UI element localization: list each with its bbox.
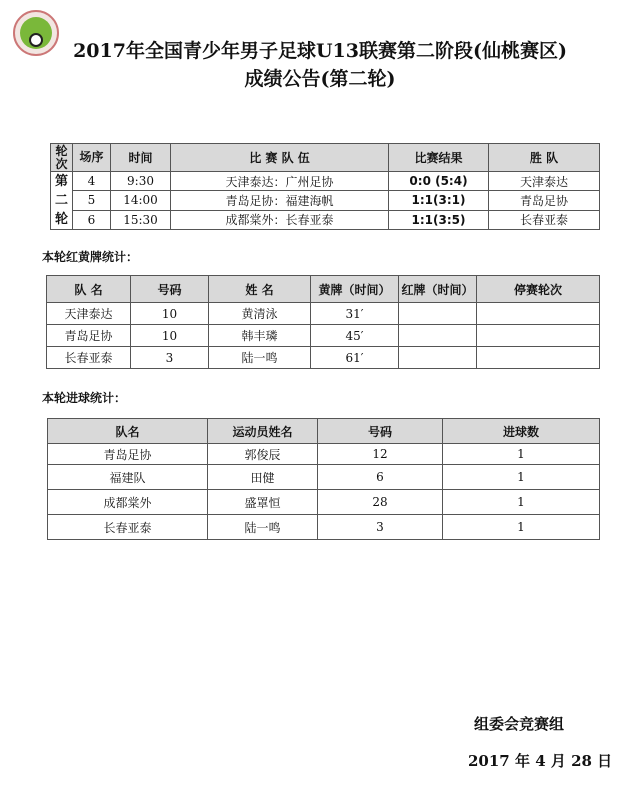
table-cell: 陆一鸣 bbox=[209, 347, 311, 369]
table-cell: 14:00 bbox=[111, 191, 171, 210]
table-cell: 1 bbox=[443, 465, 600, 490]
footer-date: 2017 年 4 月 28 日 bbox=[468, 752, 613, 770]
table-cell: 5 bbox=[73, 191, 111, 210]
table-cell bbox=[399, 347, 477, 369]
header-time: 时间 bbox=[111, 144, 171, 172]
table-cell bbox=[399, 303, 477, 325]
table-cell: 青岛足协 bbox=[489, 191, 600, 210]
table-cell: 1 bbox=[443, 444, 600, 465]
table-cell bbox=[477, 303, 600, 325]
table-row bbox=[48, 444, 600, 465]
table-cell: 12 bbox=[318, 444, 443, 465]
table-cell: 1 bbox=[443, 515, 600, 540]
cards-table bbox=[46, 275, 600, 369]
table-header-row bbox=[48, 419, 600, 444]
table-cell: 陆一鸣 bbox=[208, 515, 318, 540]
page-title: 2017年全国青少年男子足球U13联赛第二阶段(仙桃赛区) bbox=[73, 40, 567, 62]
table-cell: 长春亚泰 bbox=[48, 515, 208, 540]
table-cell: 郭俊辰 bbox=[208, 444, 318, 465]
table-row bbox=[51, 172, 600, 191]
round-cell: 第 二 轮 bbox=[51, 172, 73, 230]
table-cell: 31′ bbox=[311, 303, 399, 325]
header-goals: 进球数 bbox=[443, 419, 600, 444]
table-cell: 青岛足协 bbox=[48, 444, 208, 465]
table-row bbox=[48, 490, 600, 515]
table-cell: 青岛足协：福建海帆 bbox=[171, 191, 389, 210]
header-name: 姓 名 bbox=[209, 276, 311, 303]
table-cell: 1 bbox=[443, 490, 600, 515]
table-cell: 韩丰璘 bbox=[209, 325, 311, 347]
header-teams: 比 赛 队 伍 bbox=[171, 144, 389, 172]
table-cell bbox=[477, 347, 600, 369]
table-cell: 黄清泳 bbox=[209, 303, 311, 325]
header-order: 场序 bbox=[73, 144, 111, 172]
header-winner: 胜 队 bbox=[489, 144, 600, 172]
table-row bbox=[47, 347, 600, 369]
table-cell bbox=[477, 325, 600, 347]
table-cell: 3 bbox=[318, 515, 443, 540]
table-cell: 0:0 (5:4) bbox=[389, 172, 489, 191]
table-cell: 9:30 bbox=[111, 172, 171, 191]
table-cell bbox=[399, 325, 477, 347]
table-cell: 1:1(3:1) bbox=[389, 191, 489, 210]
table-cell: 1:1(3:5) bbox=[389, 210, 489, 229]
table-header-row bbox=[47, 276, 600, 303]
header-team: 队名 bbox=[48, 419, 208, 444]
table-row bbox=[51, 210, 600, 229]
table-cell: 长春亚泰 bbox=[489, 210, 600, 229]
table-cell: 10 bbox=[131, 303, 209, 325]
results-table bbox=[50, 143, 600, 230]
table-row bbox=[48, 465, 600, 490]
header-number: 号码 bbox=[131, 276, 209, 303]
table-cell: 10 bbox=[131, 325, 209, 347]
table-cell: 61′ bbox=[311, 347, 399, 369]
table-cell: 成都棠外：长春亚泰 bbox=[171, 210, 389, 229]
table-row bbox=[47, 325, 600, 347]
cards-section-label: 本轮红黄牌统计： bbox=[42, 250, 139, 264]
table-cell: 6 bbox=[73, 210, 111, 229]
table-cell: 田健 bbox=[208, 465, 318, 490]
table-header-row bbox=[51, 144, 600, 172]
header-round: 轮次 bbox=[51, 144, 73, 172]
table-cell: 青岛足协 bbox=[47, 325, 131, 347]
page-subtitle: 成绩公告(第二轮) bbox=[244, 68, 396, 90]
header-number: 号码 bbox=[318, 419, 443, 444]
table-row bbox=[47, 303, 600, 325]
goals-table bbox=[47, 418, 600, 540]
header-result: 比赛结果 bbox=[389, 144, 489, 172]
header-player: 运动员姓名 bbox=[208, 419, 318, 444]
table-cell: 天津泰达 bbox=[489, 172, 600, 191]
table-cell: 福建队 bbox=[48, 465, 208, 490]
header-yellow: 黄牌（时间） bbox=[311, 276, 399, 303]
footer-org: 组委会竞赛组 bbox=[474, 715, 565, 733]
table-cell: 15:30 bbox=[111, 210, 171, 229]
table-cell: 长春亚泰 bbox=[47, 347, 131, 369]
table-cell: 天津泰达：广州足协 bbox=[171, 172, 389, 191]
table-row bbox=[51, 191, 600, 210]
table-cell: 盛罩恒 bbox=[208, 490, 318, 515]
table-cell: 成都棠外 bbox=[48, 490, 208, 515]
table-cell: 6 bbox=[318, 465, 443, 490]
table-cell: 4 bbox=[73, 172, 111, 191]
table-cell: 28 bbox=[318, 490, 443, 515]
goals-section-label: 本轮进球统计： bbox=[42, 391, 127, 405]
header-team: 队 名 bbox=[47, 276, 131, 303]
header-red: 红牌（时间） bbox=[399, 276, 477, 303]
table-cell: 3 bbox=[131, 347, 209, 369]
table-cell: 45′ bbox=[311, 325, 399, 347]
header-suspension: 停赛轮次 bbox=[477, 276, 600, 303]
table-cell: 天津泰达 bbox=[47, 303, 131, 325]
table-row bbox=[48, 515, 600, 540]
